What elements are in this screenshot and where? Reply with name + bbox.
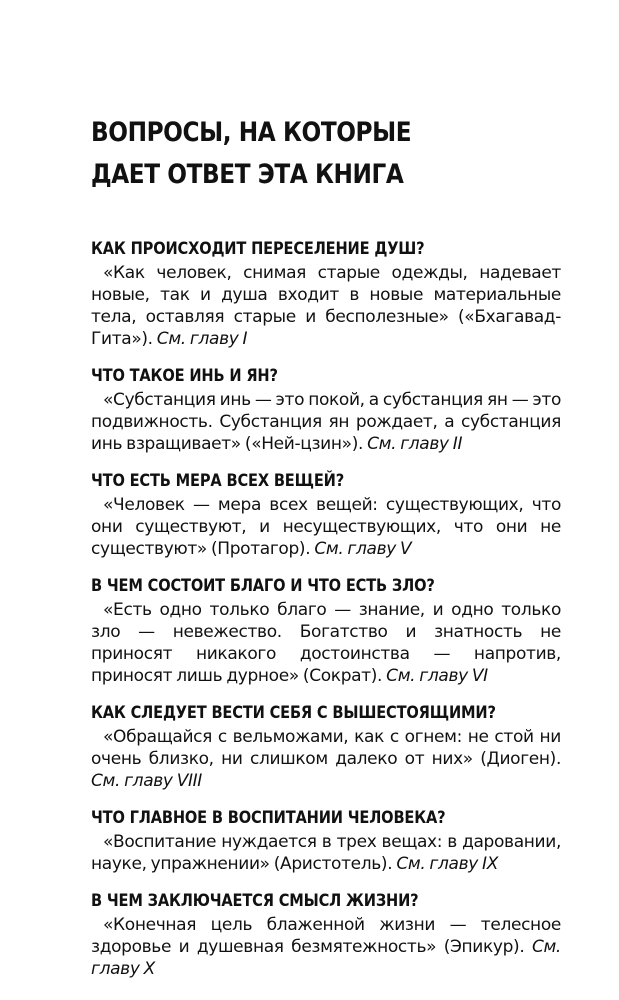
answer-paragraph — [91, 494, 561, 560]
question-heading: В ЧЕМ ЗАКЛЮЧАЕТСЯ СМЫСЛ ЖИЗНИ? — [91, 891, 419, 911]
answer-paragraph — [91, 599, 561, 687]
answer-quote: «Обращайся с вельможами, как с огнем: не стой ни очень близко, ни слишком далеко от них» (Диоген). — [91, 727, 561, 769]
answer-quote: «Воспитание нуждается в трех вещах: в даровании, науке, упражнении» (Аристотель). — [91, 832, 561, 874]
answer-paragraph — [91, 831, 561, 875]
chapter-reference: См. главу IX — [396, 854, 498, 874]
question-section — [91, 890, 561, 980]
answer-quote: «Есть одно только благо — знание, и одно только зло — невежество. Богатство и знатность не приносят никакого достоинства — напротив, приносят лишь дурное» (Сократ). — [91, 600, 561, 686]
answer-quote: «Как человек, снимая старые одежды, надевает новые, так и душа входит в новые материальные тела, оставляя старые и бесполезные» («Бхагавад-Гита»). — [91, 263, 561, 349]
chapter-reference: См. главу X — [91, 937, 561, 979]
chapter-reference: См. главу II — [367, 434, 463, 454]
question-section — [91, 575, 561, 687]
chapter-reference: См. главу V — [314, 539, 412, 559]
question-heading: КАК СЛЕДУЕТ ВЕСТИ СЕБЯ С ВЫШЕСТОЯЩИМИ? — [91, 703, 496, 723]
book-page — [91, 112, 561, 995]
page-title-line: ДАЕТ ОТВЕТ ЭТА КНИГА — [91, 159, 404, 190]
chapter-reference: См. главу VI — [386, 666, 488, 686]
chapter-reference: См. главу VIII — [91, 771, 202, 791]
page-title — [91, 112, 495, 196]
question-section — [91, 807, 561, 875]
answer-quote: «Субстанция инь — это покой, а субстанция ян — это подвижность. Субстанция ян рождает, а субстанция инь взращивает» («Ней-цзин»). — [91, 390, 561, 454]
answer-paragraph — [91, 262, 561, 350]
question-section — [91, 365, 561, 455]
answer-paragraph — [91, 389, 561, 455]
answer-quote: «Человек — мера всех вещей: существующих, что они существуют, и несуществующих, что они не существуют» (Протагор). — [91, 495, 561, 559]
question-heading: В ЧЕМ СОСТОИТ БЛАГО И ЧТО ЕСТЬ ЗЛО? — [91, 576, 435, 596]
answer-quote: «Конечная цель блаженной жизни — телесное здоровье и душевная безмятежность» (Эпикур). — [91, 915, 561, 957]
question-section — [91, 470, 561, 560]
chapter-reference: См. главу I — [156, 329, 248, 349]
answer-paragraph — [91, 914, 561, 980]
answer-paragraph — [91, 726, 561, 792]
page-title-line: ВОПРОСЫ, НА КОТОРЫЕ — [91, 117, 412, 148]
question-heading: ЧТО ГЛАВНОЕ В ВОСПИТАНИИ ЧЕЛОВЕКА? — [91, 808, 446, 828]
question-section — [91, 702, 561, 792]
question-heading: ЧТО ЕСТЬ МЕРА ВСЕХ ВЕЩЕЙ? — [91, 471, 345, 491]
question-section — [91, 238, 561, 350]
question-heading: ЧТО ТАКОЕ ИНЬ И ЯН? — [91, 366, 278, 386]
question-list — [91, 238, 561, 980]
question-heading: КАК ПРОИСХОДИТ ПЕРЕСЕЛЕНИЕ ДУШ? — [91, 239, 425, 259]
